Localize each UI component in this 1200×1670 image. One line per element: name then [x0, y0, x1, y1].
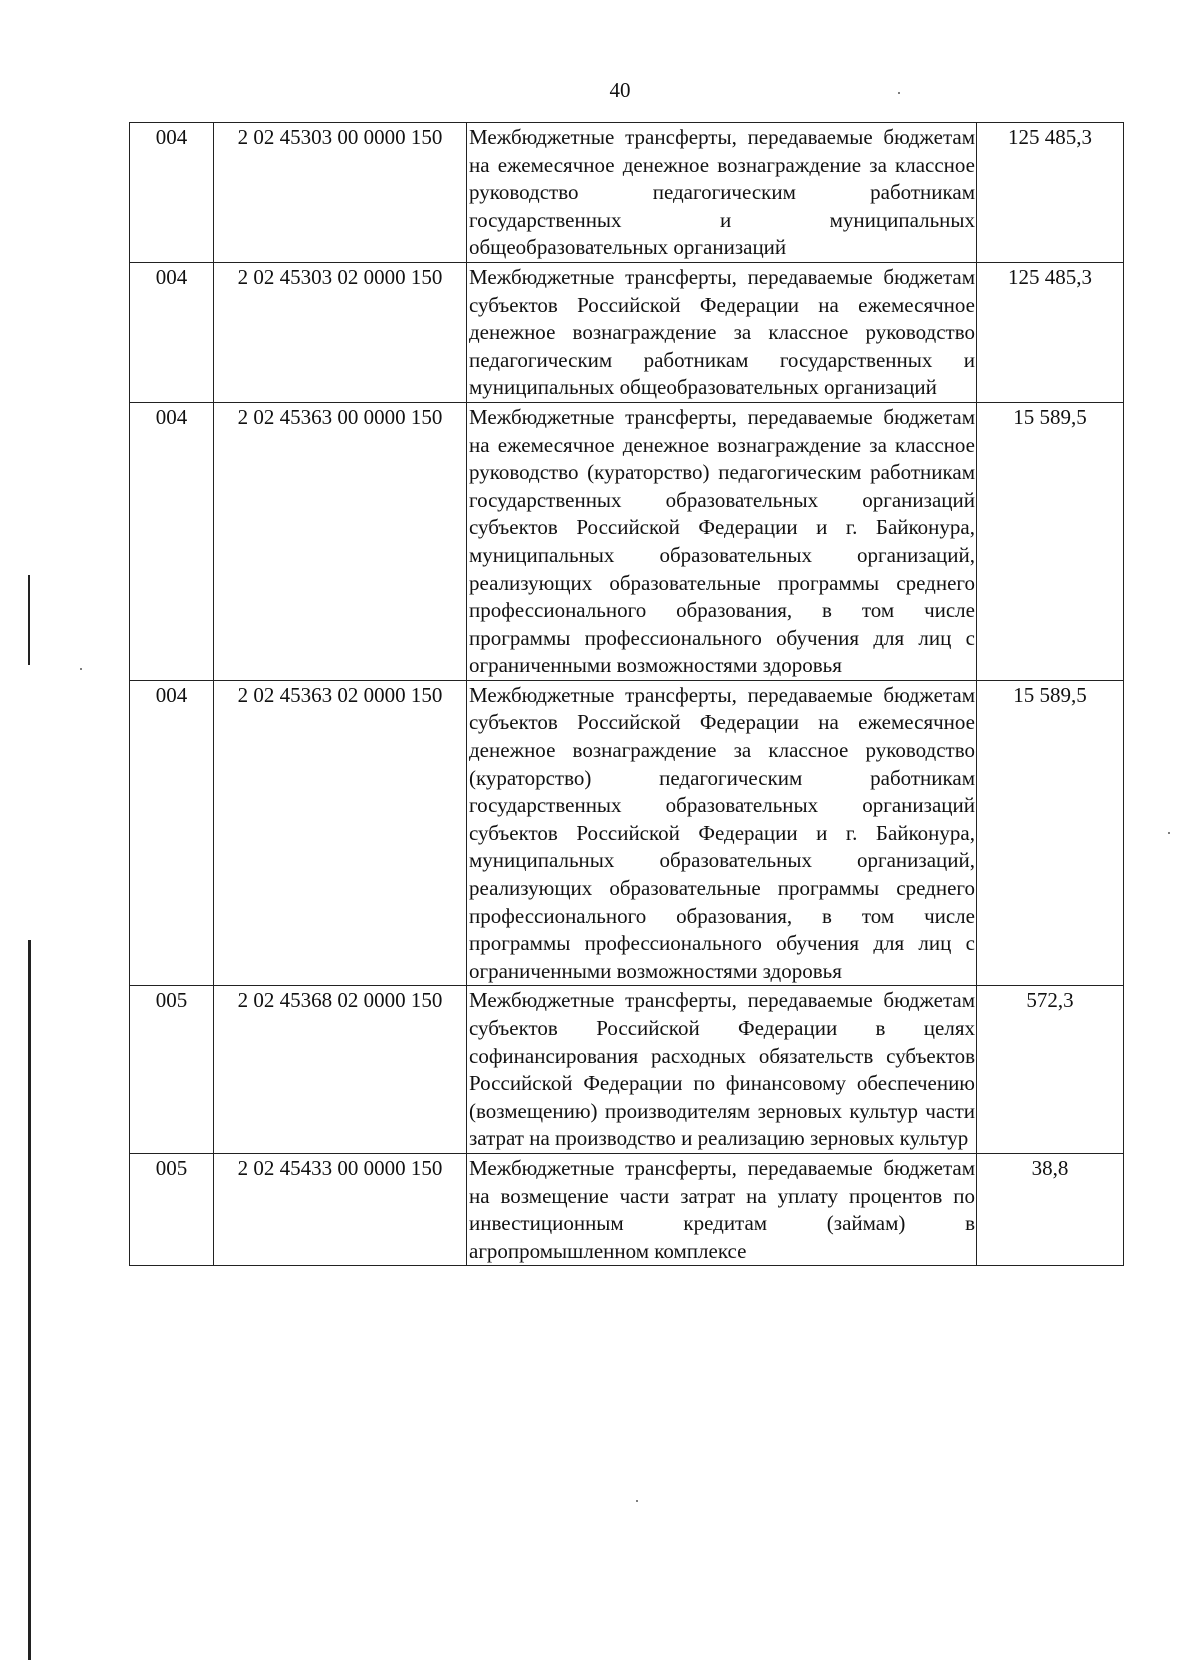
- description-cell: Межбюджетные трансферты, передаваемые бюджетам на ежемесячное денежное вознаграждение за классное руководство (кураторство) педагогическим работникам государственных образовательных организаций субъектов Российской Федерации и г. Байконура, муниципальных образовательных организаций, реализующих образовательные программы среднего профессионального образования, в том числе программы профессионального обучения для лиц с ограниченными возможностями здоровья: [467, 402, 977, 680]
- scan-speck: [898, 92, 900, 94]
- description-cell: Межбюджетные трансферты, передаваемые бюджетам субъектов Российской Федерации в целях софинансирования расходных обязательств субъектов Российской Федерации по финансовому обеспечению (возмещению) производителям зерновых культур части затрат на производство и реализацию зерновых культур: [467, 986, 977, 1154]
- budget-classification-code-cell: 2 02 45368 02 0000 150: [214, 986, 467, 1154]
- budget-classification-code-cell: 2 02 45303 00 0000 150: [214, 123, 467, 263]
- table-row: [130, 402, 1124, 680]
- admin-code-cell: 005: [130, 1153, 214, 1265]
- admin-code-cell: 005: [130, 986, 214, 1154]
- page-number: 40: [609, 78, 631, 102]
- budget-classification-code-cell: 2 02 45303 02 0000 150: [214, 262, 467, 402]
- description-cell: Межбюджетные трансферты, передаваемые бюджетам на ежемесячное денежное вознаграждение за классное руководство педагогическим работникам государственных и муниципальных общеобразовательных организаций: [467, 123, 977, 263]
- table-row: [130, 262, 1124, 402]
- admin-code-cell: 004: [130, 262, 214, 402]
- description-cell: Межбюджетные трансферты, передаваемые бюджетам субъектов Российской Федерации на ежемесячное денежное вознаграждение за классное руководство (кураторство) педагогическим работникам государственных образовательных организаций субъектов Российской Федерации и г. Байконура, муниципальных образовательных организаций, реализующих образовательные программы среднего профессионального образования, в том числе программы профессионального обучения для лиц с ограниченными возможностями здоровья: [467, 680, 977, 986]
- budget-table: [129, 122, 1124, 1266]
- amount-cell: 15 589,5: [977, 402, 1124, 680]
- amount-cell: 38,8: [977, 1153, 1124, 1265]
- budget-classification-code-cell: 2 02 45363 02 0000 150: [214, 680, 467, 986]
- table-row: [130, 1153, 1124, 1265]
- table-row: [130, 986, 1124, 1154]
- admin-code-cell: 004: [130, 123, 214, 263]
- budget-classification-code-cell: 2 02 45433 00 0000 150: [214, 1153, 467, 1265]
- amount-cell: 15 589,5: [977, 680, 1124, 986]
- admin-code-cell: 004: [130, 680, 214, 986]
- budget-classification-code-cell: 2 02 45363 00 0000 150: [214, 402, 467, 680]
- description-cell: Межбюджетные трансферты, передаваемые бюджетам на возмещение части затрат на уплату процентов по инвестиционным кредитам (займам) в агропромышленном комплексе: [467, 1153, 977, 1265]
- table-row: [130, 123, 1124, 263]
- amount-cell: 125 485,3: [977, 262, 1124, 402]
- scan-speck: [636, 1500, 638, 1502]
- amount-cell: 125 485,3: [977, 123, 1124, 263]
- scan-margin-line: [28, 575, 30, 665]
- amount-cell: 572,3: [977, 986, 1124, 1154]
- scan-speck: [1168, 832, 1170, 834]
- table-row: [130, 680, 1124, 986]
- scan-margin-line: [28, 940, 31, 1660]
- scan-speck: [80, 668, 82, 670]
- description-cell: Межбюджетные трансферты, передаваемые бюджетам субъектов Российской Федерации на ежемесячное денежное вознаграждение за классное руководство педагогическим работникам государственных и муниципальных общеобразовательных организаций: [467, 262, 977, 402]
- admin-code-cell: 004: [130, 402, 214, 680]
